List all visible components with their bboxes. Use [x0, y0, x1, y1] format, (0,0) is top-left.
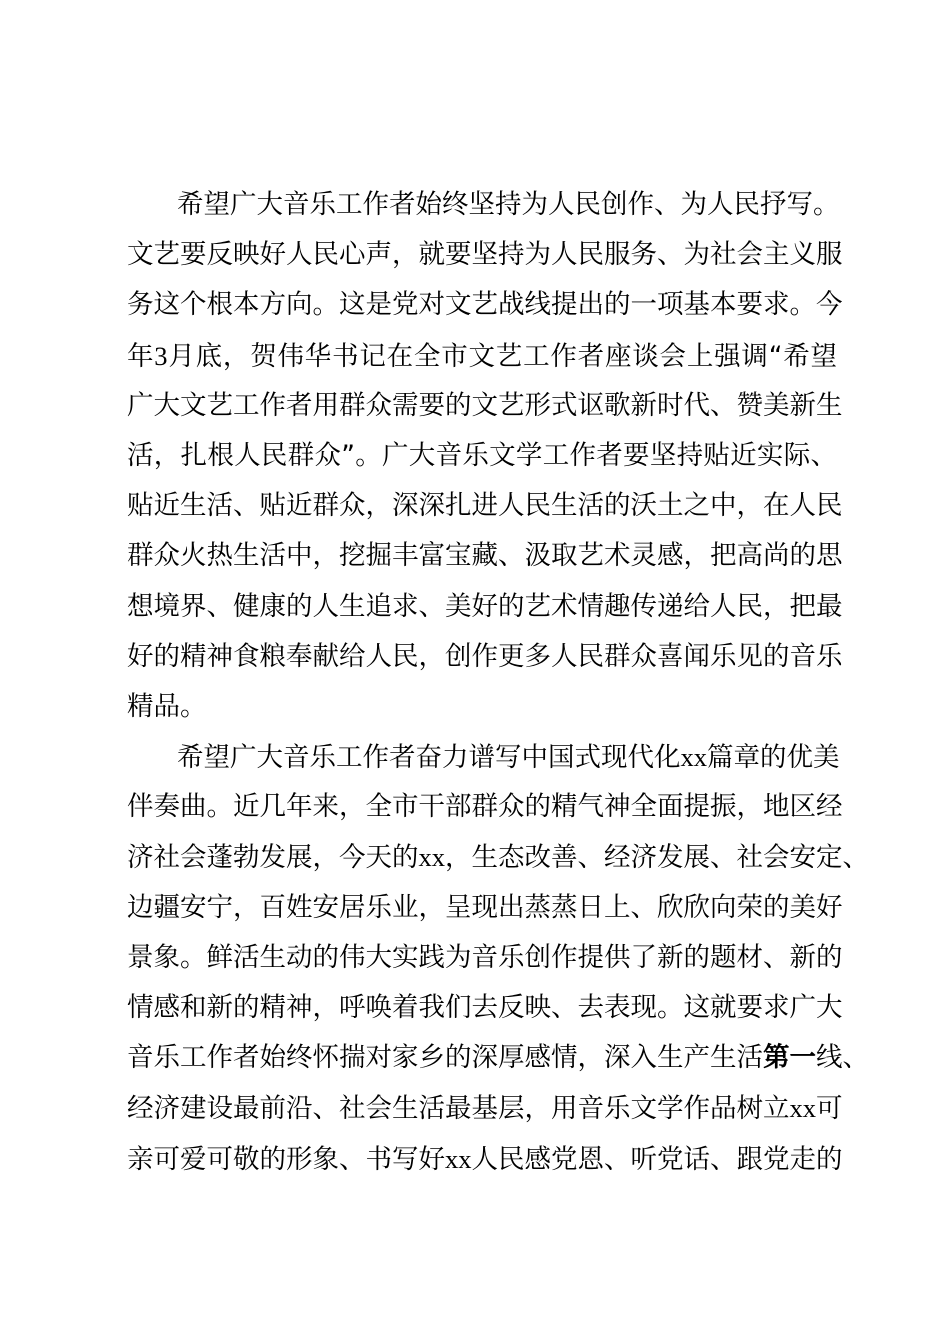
- paragraph-line: 希望广大音乐工作者奋力谱写中国式现代化xx篇章的优美: [177, 742, 840, 774]
- paragraph-line: 活，扎根人民群众”。广大音乐文学工作者要坚持贴近实际、: [127, 439, 837, 471]
- paragraph-line: 亲可爱可敬的形象、书写好xx人民感党恩、听党话、跟党走的: [127, 1143, 843, 1175]
- paragraph-line: 好的精神食粮奉献给人民，创作更多人民群众喜闻乐见的音乐: [127, 640, 843, 672]
- paragraph-line: 文艺要反映好人民心声，就要坚持为人民服务、为社会主义服: [127, 239, 843, 271]
- paragraph-line: 务这个根本方向。这是党对文艺战线提出的一项基本要求。今: [127, 289, 843, 321]
- paragraph-line: 希望广大音乐工作者始终坚持为人民创作、为人民抒写。: [177, 189, 840, 220]
- paragraph-line: 群众火热生活中，挖掘丰富宝藏、汲取艺术灵感，把高尚的思: [127, 540, 843, 572]
- document-body: [127, 180, 869, 1184]
- paragraph-line: 情感和新的精神，呼唤着我们去反映、去表现。这就要求广大: [127, 992, 843, 1023]
- paragraph-line: 伴奏曲。近几年来，全市干部群众的精气神全面提振，地区经: [127, 791, 843, 823]
- paragraph-line: 边疆安宁，百姓安居乐业，呈现出蒸蒸日上、欣欣向荣的美好: [127, 891, 843, 923]
- paragraph-line: 音乐工作者始终怀揣对家乡的深厚感情，深入生产生活第一线、: [127, 1042, 869, 1074]
- paragraph-line: 精品。: [127, 690, 207, 722]
- paragraph-line: 景象。鲜活生动的伟大实践为音乐创作提供了新的题材、新的: [127, 941, 843, 973]
- paragraph-2: [127, 732, 869, 1184]
- paragraph-line: 广大文艺工作者用群众需要的文艺形式讴歌新时代、赞美新生: [127, 389, 843, 421]
- paragraph-1: [127, 180, 843, 732]
- paragraph-line: 贴近生活、贴近群众，深深扎进人民生活的沃土之中，在人民: [127, 490, 843, 522]
- paragraph-line: 年3月底，贺伟华书记在全市文艺工作者座谈会上强调“希望: [127, 340, 838, 372]
- paragraph-line: 想境界、健康的人生追求、美好的艺术情趣传递给人民，把最: [127, 590, 843, 622]
- paragraph-line: 济社会蓬勃发展，今天的xx，生态改善、经济发展、社会安定、: [127, 842, 869, 874]
- paragraph-line: 经济建设最前沿、社会生活最基层，用音乐文学作品树立xx可: [127, 1093, 843, 1125]
